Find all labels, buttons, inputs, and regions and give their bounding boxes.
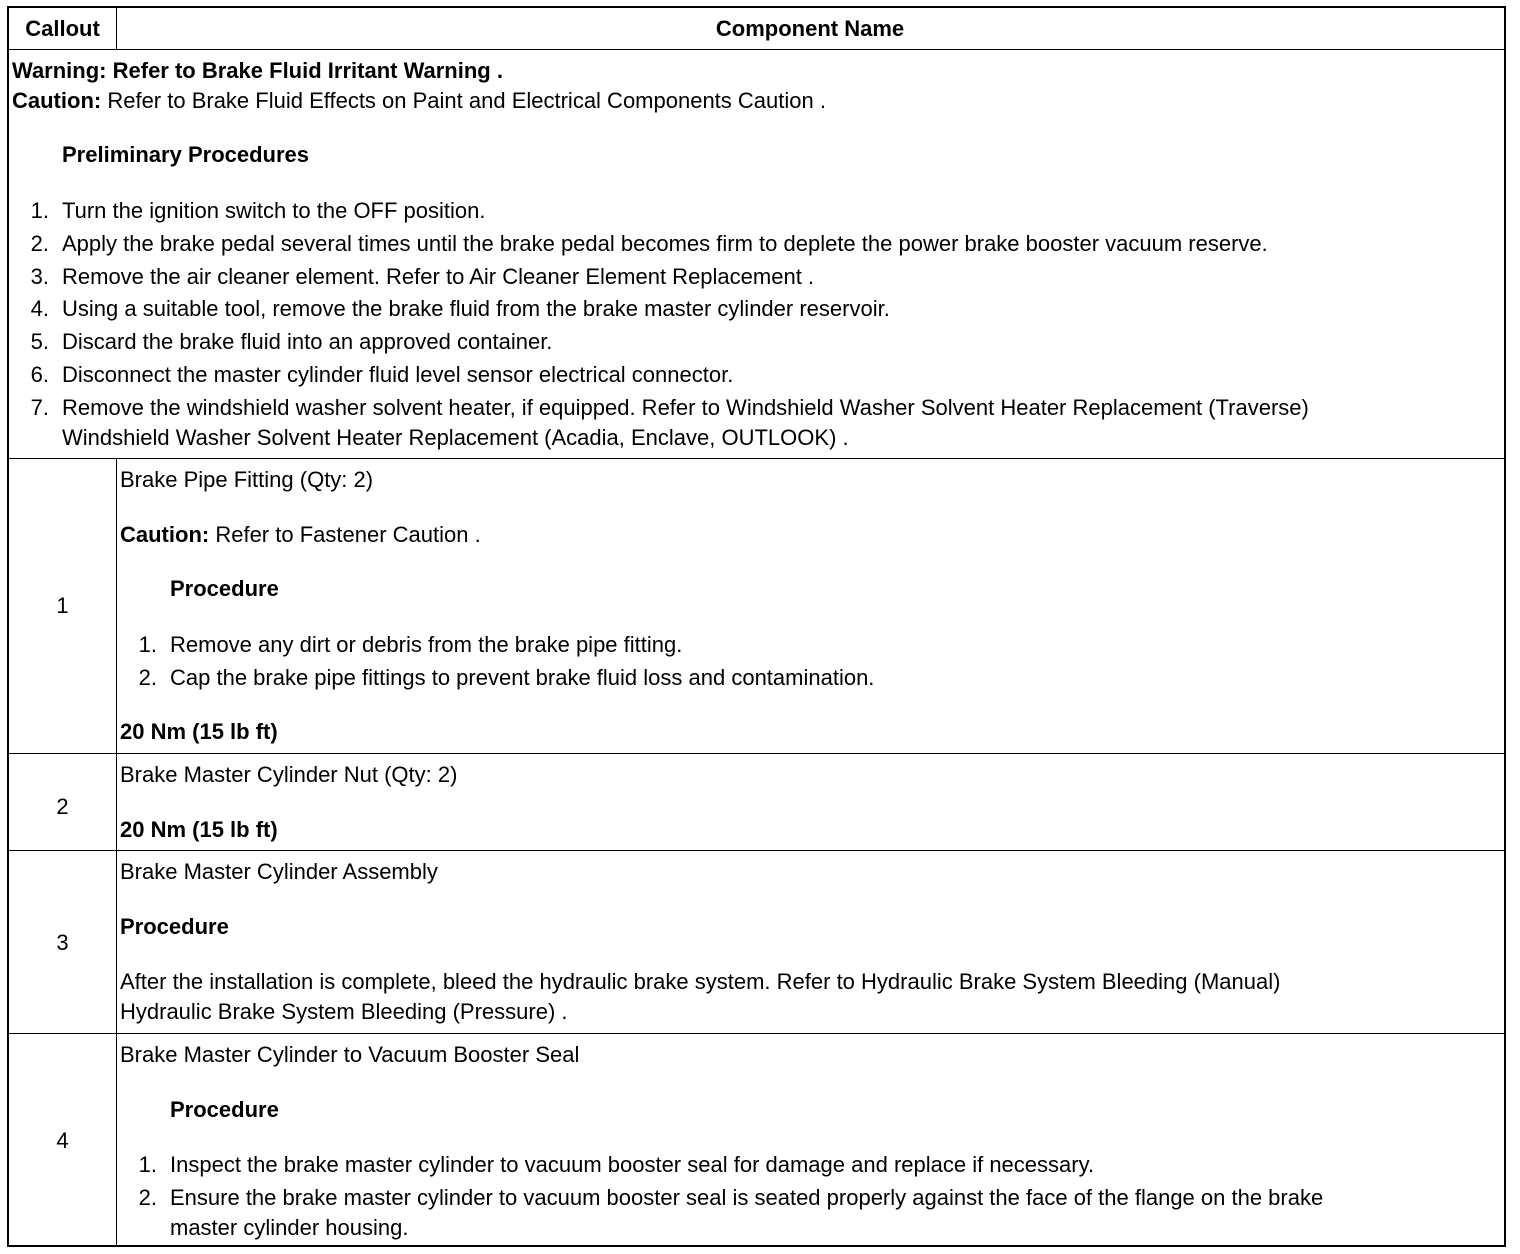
procedure-table xyxy=(7,6,1506,1247)
caution-text: Refer to Fastener Caution . xyxy=(215,522,481,547)
step-text: Ensure the brake master cylinder to vacuum booster seal is seated properly against the face of the flange on the brake xyxy=(170,1185,1324,1210)
caution-line xyxy=(12,86,826,116)
prelim-step-text: Remove the air cleaner element. Refer to Air Cleaner Element Replacement . xyxy=(62,264,815,289)
component-name: Brake Master Cylinder Nut (Qty: 2) xyxy=(120,762,458,787)
step-number: 1. xyxy=(138,632,157,657)
prelim-step-number: 4. xyxy=(30,296,49,321)
prelim-step-text-continued: Windshield Washer Solvent Heater Replacement (Acadia, Enclave, OUTLOOK) . xyxy=(62,425,849,450)
table-row xyxy=(9,851,1504,1033)
warning-label: Warning: xyxy=(12,58,107,83)
torque-spec: 20 Nm (15 lb ft) xyxy=(120,817,278,842)
table-row xyxy=(9,754,1504,850)
callout-number: 2 xyxy=(56,794,69,819)
header-divider xyxy=(116,8,117,50)
step-number: 2. xyxy=(138,665,157,690)
component-name: Brake Master Cylinder to Vacuum Booster Seal xyxy=(120,1042,580,1067)
table-row xyxy=(9,1034,1504,1244)
component-name: Brake Master Cylinder Assembly xyxy=(120,859,438,884)
prelim-step-text: Discard the brake fluid into an approved container. xyxy=(62,329,553,354)
prelim-step-text: Apply the brake pedal several times until the brake pedal becomes firm to deplete the power brake booster vacuum reserve. xyxy=(62,231,1268,256)
caution-label: Caution: xyxy=(12,88,102,113)
step-text: Remove any dirt or debris from the brake pipe fitting. xyxy=(170,632,683,657)
procedure-heading: Procedure xyxy=(170,576,279,601)
prelim-step-text: Remove the windshield washer solvent heater, if equipped. Refer to Windshield Washer Solvent Heater Replacement (Traverse) xyxy=(62,395,1309,420)
prelim-step-text: Using a suitable tool, remove the brake fluid from the brake master cylinder reservoir. xyxy=(62,296,890,321)
prelim-step-number: 2. xyxy=(30,231,49,256)
warning-line xyxy=(12,56,503,86)
step-text: Inspect the brake master cylinder to vacuum booster seal for damage and replace if necessary. xyxy=(170,1152,1095,1177)
preliminary-section xyxy=(9,50,1504,458)
callout-number: 3 xyxy=(56,930,69,955)
callout-number: 4 xyxy=(56,1128,69,1153)
prelim-step-text: Disconnect the master cylinder fluid level sensor electrical connector. xyxy=(62,362,734,387)
prelim-step-number: 7. xyxy=(30,395,49,420)
component-name: Brake Pipe Fitting (Qty: 2) xyxy=(120,467,374,492)
prelim-step-number: 5. xyxy=(30,329,49,354)
procedure-text: After the installation is complete, bleed the hydraulic brake system. Refer to Hydraulic Brake System Bleeding (Manual) xyxy=(120,969,1281,994)
header-component-name: Component Name xyxy=(715,16,905,41)
prelim-step-text: Turn the ignition switch to the OFF position. xyxy=(62,198,486,223)
preliminary-heading: Preliminary Procedures xyxy=(62,142,310,167)
prelim-step-number: 1. xyxy=(30,198,49,223)
table-row xyxy=(9,459,1504,753)
step-number: 1. xyxy=(138,1152,157,1177)
prelim-step-number: 3. xyxy=(30,264,49,289)
caution-line xyxy=(120,520,481,550)
caution-text: Refer to Brake Fluid Effects on Paint and Electrical Components Caution . xyxy=(107,88,826,113)
header-callout: Callout xyxy=(25,16,100,41)
procedure-heading: Procedure xyxy=(170,1097,279,1122)
torque-spec: 20 Nm (15 lb ft) xyxy=(120,719,278,744)
procedure-heading: Procedure xyxy=(120,914,229,939)
prelim-step-number: 6. xyxy=(30,362,49,387)
step-number: 2. xyxy=(138,1185,157,1210)
step-text: Cap the brake pipe fittings to prevent brake fluid loss and contamination. xyxy=(170,665,875,690)
step-text-continued: master cylinder housing. xyxy=(170,1215,409,1240)
procedure-text-continued: Hydraulic Brake System Bleeding (Pressure) . xyxy=(120,999,568,1024)
callout-number: 1 xyxy=(56,593,69,618)
warning-text: Refer to Brake Fluid Irritant Warning . xyxy=(112,58,503,83)
caution-label: Caution: xyxy=(120,522,210,547)
